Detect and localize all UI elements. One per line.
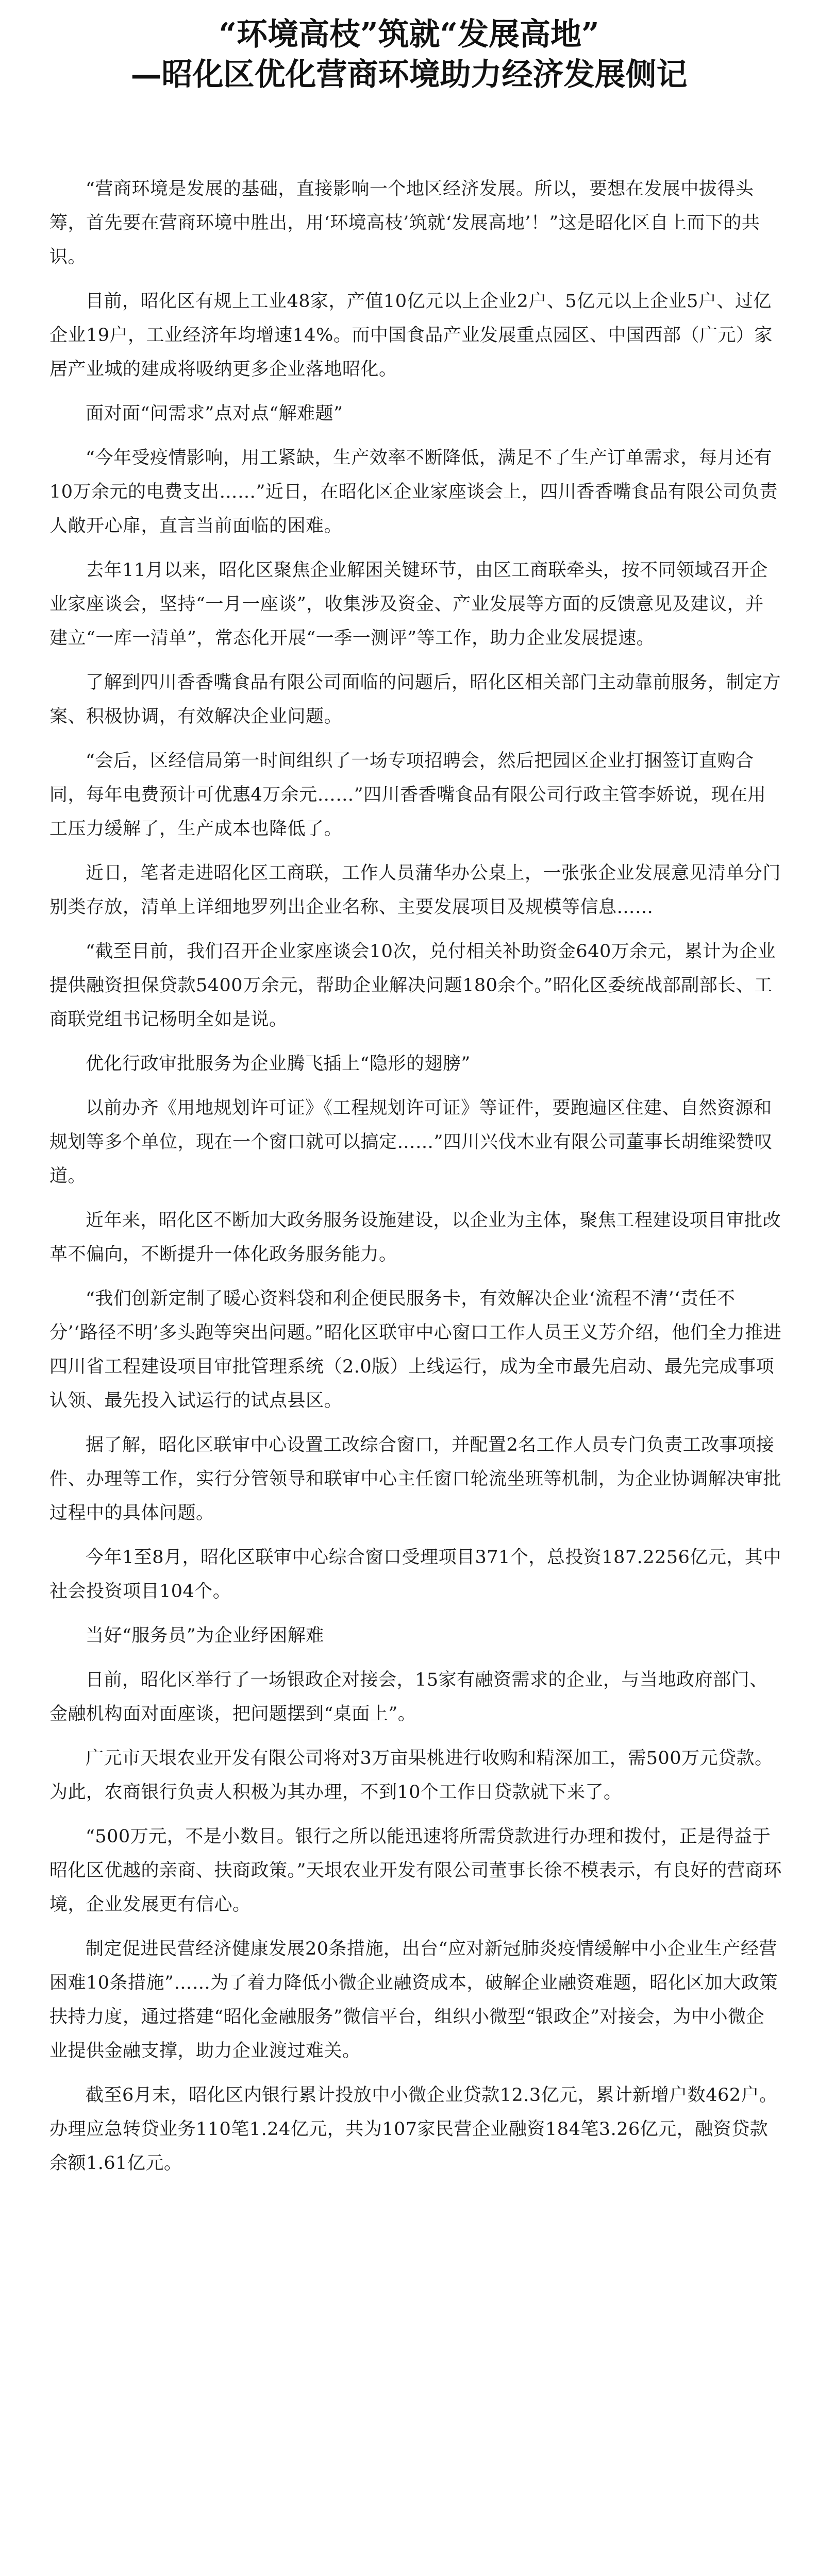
paragraph: 了解到四川香香嘴食品有限公司面临的问题后，昭化区相关部门主动靠前服务，制定方案、积极协调，有效解决企业问题。 <box>49 672 781 727</box>
paragraph: 目前，昭化区有规上工业48家，产值10亿元以上企业2户、5亿元以上企业5户、过亿企业19户，工业经济年均增速14%。而中国食品产业发展重点园区、中国西部（广元）家居产业城的建成将吸纳更多企业落地昭化。 <box>49 291 773 380</box>
section-heading: 面对面“问需求”点对点“解难题” <box>86 403 343 424</box>
section-heading: 当好“服务员”为企业纾困解难 <box>86 1625 324 1646</box>
paragraph: 去年11月以来，昭化区聚焦企业解困关键环节，由区工商联牵头，按不同领域召开企业家座谈会，坚持“一月一座谈”，收集涉及资金、产业发展等方面的反馈意见及建议，并建立“一库一清单”，常态化开展“一季一测评”等工作，助力企业发展提速。 <box>49 560 768 649</box>
paragraph: 日前，昭化区举行了一场银政企对接会，15家有融资需求的企业，与当地政府部门、金融机构面对面座谈，把问题摆到“桌面上”。 <box>49 1670 768 1724</box>
article-title-main: “环境高枝”筑就“发展高地” <box>219 16 599 53</box>
article-body <box>0 172 818 2180</box>
paragraph: 近日，笔者走进昭化区工商联，工作人员蒲华办公桌上，一张张企业发展意见清单分门别类存放，清单上详细地罗列出企业名称、主要发展项目及规模等信息…… <box>49 863 781 918</box>
paragraph: “截至目前，我们召开企业家座谈会10次，兑付相关补助资金640万余元，累计为企业提供融资担保贷款5400万余元，帮助企业解决问题180余个。”昭化区委统战部副部长、工商联党组书记杨明全如是说。 <box>49 941 776 1030</box>
paragraph: 今年1至8月，昭化区联审中心综合窗口受理项目371个，总投资187.2256亿元，其中社会投资项目104个。 <box>49 1547 781 1602</box>
paragraph: 以前办齐《用地规划许可证》《工程规划许可证》等证件，要跑遍区住建、自然资源和规划等多个单位，现在一个窗口就可以搞定……”四川兴伐木业有限公司董事长胡维梁赞叹道。 <box>49 1098 773 1187</box>
article-title-subtitle: —昭化区优化营商环境助力经济发展侧记 <box>130 57 688 93</box>
section-heading: 优化行政审批服务为企业腾飞插上“隐形的翅膀” <box>86 1054 471 1074</box>
paragraph: 广元市天垠农业开发有限公司将对3万亩果桃进行收购和精深加工，需500万元贷款。为此，农商银行负责人积极为其办理，不到10个工作日贷款就下来了。 <box>49 1748 773 1803</box>
paragraph: 制定促进民营经济健康发展20条措施，出台“应对新冠肺炎疫情缓解中小企业生产经营困难10条措施”……为了着力降低小微企业融资成本，破解企业融资难题，昭化区加大政策扶持力度，通过搭建“昭化金融服务”微信平台，组织小微型“银政企”对接会，为中小微企业提供金融支撑，助力企业渡过难关。 <box>49 1939 778 2061</box>
paragraph: “500万元，不是小数目。银行之所以能迅速将所需贷款进行办理和拨付，正是得益于昭化区优越的亲商、扶商政策。”天垠农业开发有限公司董事长徐不模表示，有良好的营商环境，企业发展更有信心。 <box>49 1826 782 1915</box>
paragraph: 据了解，昭化区联审中心设置工改综合窗口，并配置2名工作人员专门负责工改事项接件、办理等工作，实行分管领导和联审中心主任窗口轮流坐班等机制，为企业协调解决审批过程中的具体问题。 <box>49 1435 782 1523</box>
paragraph: 截至6月末，昭化区内银行累计投放中小微企业贷款12.3亿元，累计新增户数462户。办理应急转贷业务110笔1.24亿元，共为107家民营企业融资184笔3.26亿元，融资贷款余额1.61亿元。 <box>49 2085 778 2174</box>
paragraph: 近年来，昭化区不断加大政务服务设施建设，以企业为主体，聚焦工程建设项目审批改革不偏向，不断提升一体化政务服务能力。 <box>49 1210 781 1265</box>
paragraph: “我们创新定制了暖心资料袋和利企便民服务卡，有效解决企业‘流程不清’‘责任不分’‘路径不明’多头跑等突出问题。”昭化区联审中心窗口工作人员王义芳介绍，他们全力推进四川省工程建设项目审批管理系统（2.0版）上线运行，成为全市最先启动、最先完成事项认领、最先投入试运行的试点县区。 <box>49 1289 782 1411</box>
paragraph: “营商环境是发展的基础，直接影响一个地区经济发展。所以，要想在发展中拔得头筹，首先要在营商环境中胜出，用‘环境高枝’筑就‘发展高地’！”这是昭化区自上而下的共识。 <box>49 179 760 267</box>
article-title <box>0 14 818 95</box>
paragraph: “会后，区经信局第一时间组织了一场专项招聘会，然后把园区企业打捆签订直购合同，每年电费预计可优惠4万余元……”四川香香嘴食品有限公司行政主管李娇说，现在用工压力缓解了，生产成本也降低了。 <box>49 751 766 839</box>
paragraph: “今年受疫情影响，用工紧缺，生产效率不断降低，满足不了生产订单需求，每月还有10万余元的电费支出……”近日，在昭化区企业家座谈会上，四川香香嘴食品有限公司负责人敞开心扉，直言当前面临的困难。 <box>49 448 778 536</box>
